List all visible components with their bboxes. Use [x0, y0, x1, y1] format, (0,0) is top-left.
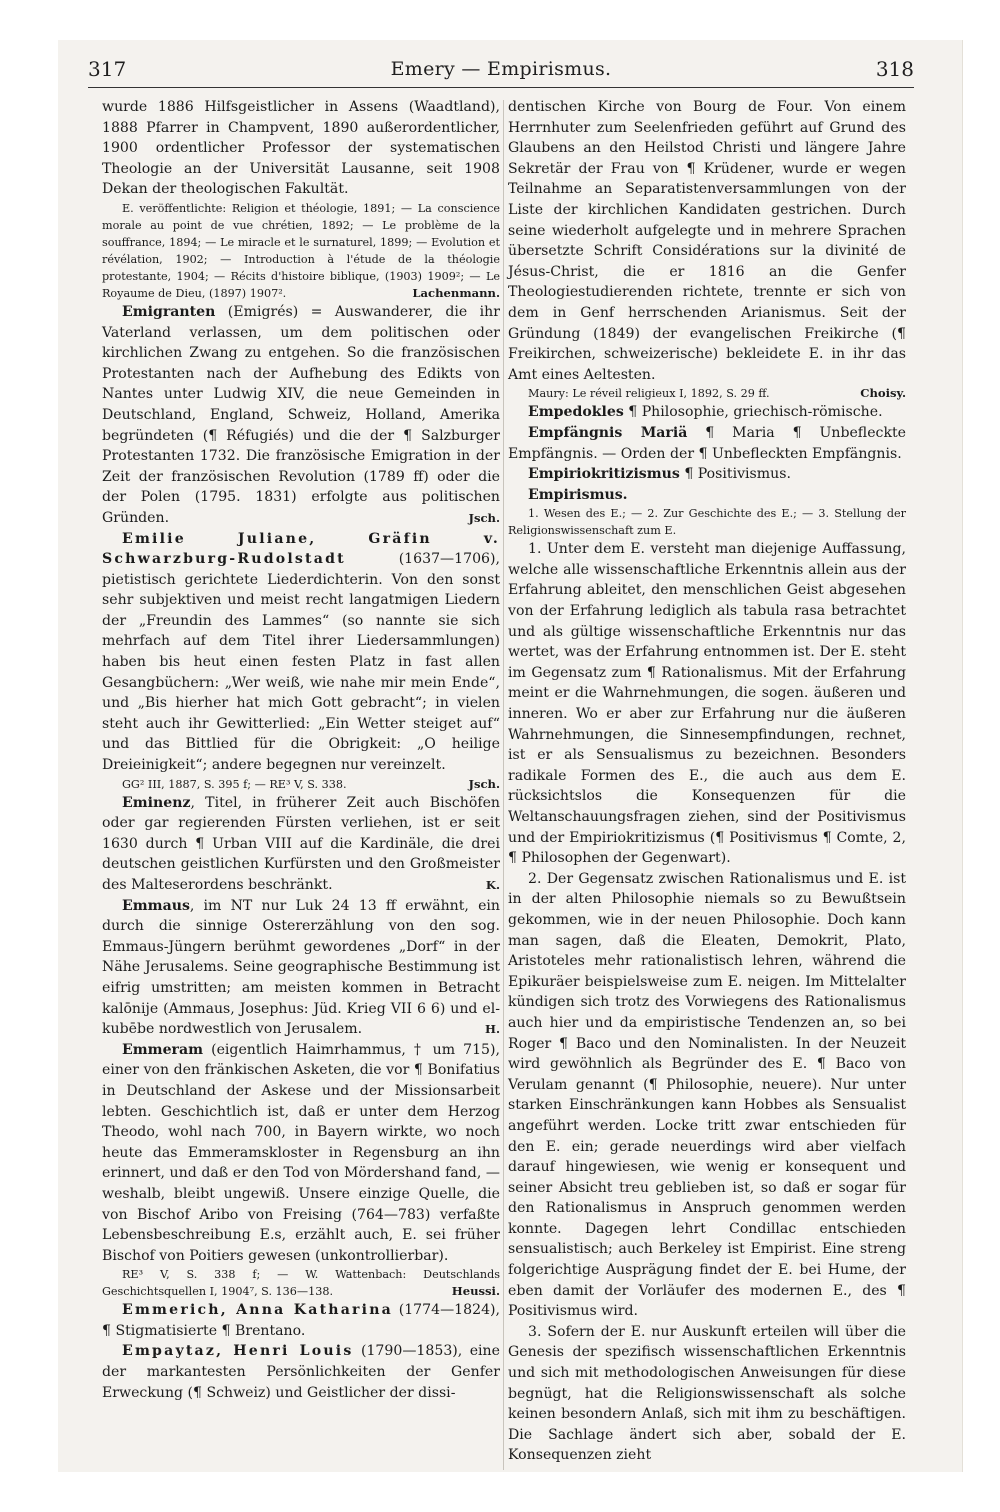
entry-text: (eigentlich Haimrhammus, † um 715), einer von den fränkischen Asketen, die vor ¶ Bonifatius in Deutschland der Askese und der Missionsarbeit lebten. Geschichtlich ist, daß er unter dem Herzog Theodo, wohl nach 700, in Bayern wirkte, wo noch heute das Emmeramskloster in Regensburg an ihn erinnert, und daß er den Tod von Mördershand fand, — weshalb, bleibt ungewiß. Unsere einzige Quelle, die von Bischof Aribo von Freising (764—783) verfaßte Lebensbeschreibung E.s, erzählt auch, E. sei früher Bischof von Poitiers gewesen (unkontrollierbar). [102, 1041, 500, 1264]
column-right [508, 97, 906, 1466]
entry-emmeram-literature [102, 1266, 500, 1300]
entry-empfaengnis [508, 423, 906, 464]
column-left [102, 97, 500, 1403]
entry-empaytaz-literature [508, 385, 906, 402]
entry-empedokles [508, 402, 906, 423]
page-number-left: 317 [88, 57, 127, 81]
author-sign: K. [485, 878, 500, 892]
author-sign: Lachenmann. [412, 285, 500, 300]
entry-emilie [102, 529, 500, 776]
entry-emery-body: wurde 1886 Hilfsgeistlicher in Assens (Waadtland), 1888 Pfarrer in Champvent, 1890 außerordentlicher, 1900 ordentlicher Professor der systematischen Theologie an der Universität Lausanne, seit 1908 Dekan der theologischen Fakultät. [102, 99, 500, 198]
paragraph-2: 2. Der Gegensatz zwischen Rationalismus und E. ist in der alten Philosophie niemals so zu Bewußtsein gekommen, wie in der neuen Philosophie. Doch kann man sagen, daß die Eleaten, Demokrit, Plato, Aristoteles mehr rationalistisch lehren, während die Epikuräer beispielsweise zum E. neigen. Im Mittelalter kündigen sich trotz des Vorwiegens des Rationalismus auch hier und da empiristische Tendenzen an, so bei Roger ¶ Baco und den Nominalisten. In der Neuzeit wird gewöhnlich als Begründer des E. ¶ Baco von Verulam genannt (¶ Philosophie, neuere). Nur unter starken Einschränkungen kann Hobbes als Sensualist angeführt werden. Locke tritt zwar entschieden für den E. ein; gerade neuerdings wird aber vielfach darauf hingewiesen, wie wenig er konsequent und seiner Absicht treu geblieben ist, so daß er sogar für den Rationalismus in Anspruch genommen werden konnte. Dagegen lehrt Condillac entschieden sensualistisch; auch Berkeley ist Empirist. Eine streng folgerichtige Ausprägung findet der E. bei Hume, der eben damit der Vorläufer des modernen E., des ¶ Positivismus wird. [508, 870, 906, 1320]
literature-text: E. veröffentlichte: Religion et théologie, 1891; — La conscience morale au point de vue chrétien, 1892; — Le problème de la souffrance, 1894; — Le miracle et le surnaturel, 1899; — Evolution et révélation, 1902; — Introduction à l'étude de la théologie protestante, 1904; — Récits d'histoire biblique, (1903) 1909²; — Le Royaume de Dieu, (1897) 1907². [102, 201, 500, 300]
paragraph-1: 1. Unter dem E. versteht man diejenige Auffassung, welche alle wissenschaftliche Erkenntnis allein aus der Erfahrung ableitet, den menschlichen Geist abgesehen von der Erfahrung lediglich als tabula rasa betrachtet und als gültige wissenschaftliche Erkenntnis nur das wertet, was der Erfahrung entnommen ist. Der E. steht im Gegensatz zum ¶ Rationalismus. Mit der Erfahrung meint er die Wahrnehmungen, die sogen. äußeren und inneren. Wo er aber zur Erfahrung nur die äußeren Wahrnehmungen, die Sinnesempfindungen, rechnet, ist er als Sensualismus zu bezeichnen. Besonders radikale Formen des E., die auch aus dem E. rücksichtslos die Konsequenzen für die Weltanschauungsfragen ziehen, sind der Positivismus und der Empiriokritizismus (¶ Positivismus ¶ Comte, 2, ¶ Philosophen der Gegenwart). [508, 541, 906, 867]
entry-empaytaz [102, 1341, 500, 1403]
entry-empirismus-contents: 1. Wesen des E.; — 2. Zur Geschichte des E.; — 3. Stellung der Religionswissenschaft zum E. [508, 507, 906, 538]
header-rule [88, 87, 914, 88]
entry-text: ¶ Maria ¶ Unbefleckte Empfängnis. — Orden der ¶ Unbefleckten Empfängnis. [508, 424, 906, 462]
page-number-right: 318 [875, 57, 914, 81]
entry-empaytaz-continued: dentischen Kirche von Bourg de Four. Von einem Herrnhuter zum Seelenfrieden geführt auf Grund des Glaubens an den Heilstod Christi und längere Jahre Sekretär der Frau von ¶ Krüdener, wurde er wegen Teilnahme an Separatistenversammlungen von der Liste der kirchlichen Kandidaten gestrichen. Durch seine wiederholt aufgelegte und in mehrere Sprachen übersetzte Schrift Considérations sur la divinité de Jésus-Christ, die er 1816 an die Genfer Theologiestudierenden richtete, trennte er sich von dem in Genf herrschenden Arianismus. Seit der Gründung (1849) der evangelischen Freikirche (¶ Freikirchen, schweizerische) bekleidete E. in ihr das Amt eines Aeltesten. [508, 99, 906, 383]
lemma: Empfängnis Mariä [528, 424, 688, 441]
entry-emmeram [102, 1040, 500, 1267]
lemma: Empirismus. [528, 486, 628, 503]
lemma: Empaytaz, Henri Louis [122, 1343, 354, 1360]
author-sign: Heussi. [451, 1284, 500, 1299]
author-sign: H. [485, 1022, 500, 1037]
lemma: Empedokles [528, 404, 624, 421]
entry-text: ¶ Positivismus. [684, 466, 791, 483]
running-head [88, 57, 914, 87]
entry-empirismus-heading [508, 485, 906, 506]
lemma: Emmerich, Anna Katharina [122, 1302, 394, 1319]
entry-emmaus [102, 896, 500, 1040]
entry-text: (Emigrés) = Auswanderer, die ihr Vaterland verlassen, um dem politischen oder kirchlichen Zwang zu entgehen. So die französischen Protestanten nach der Aufhebung des Edikts von Nantes unter Ludwig XIV, die neue Gemeinden in Deutschland, England, Schweiz, Holland, Amerika begründeten (¶ Réfugiés) und die der ¶ Salzburger Protestanten 1732. Die französische Emigration in der Zeit der französischen Revolution (1789 ff) oder die der Polen (1795. 1831) erfolgte aus politischen Gründen. [102, 303, 500, 526]
entry-text: (1774—1824), ¶ Stigmatisierte ¶ Brentano. [102, 1302, 501, 1339]
entry-text: , Titel, in früherer Zeit auch Bischöfen oder gar regierenden Fürsten verliehen, ist er seit 1630 durch ¶ Urban VIII auf die Kardinäle, die drei deutschen geistlichen Kurfürsten und den Großmeister des Malteserordens beschränkt. [102, 794, 500, 893]
lemma: Eminenz [122, 794, 191, 811]
entry-emigranten [102, 302, 500, 529]
paragraph-3: 3. Sofern der E. nur Auskunft erteilen will über die Genesis der spezifisch wissenschaftlichen Erkenntnis und sich mit methodologischen Anweisungen für diese begnügt, hat die Religionswissenschaft als solche keinen besondern Anlaß, sich mit ihm zu beschäftigen. Die Sachlage ändert sich aber, sobald der E. Konsequenzen zieht [508, 1323, 906, 1464]
entry-text: (1790—1853), eine der markantesten Persönlichkeiten der Genfer Erweckung (¶ Schweiz) und Geistlicher der dissi- [102, 1343, 500, 1401]
entry-text: ¶ Philosophie, griechisch-römische. [628, 404, 883, 421]
entry-emilie-literature [102, 776, 500, 793]
entry-eminenz [102, 793, 500, 896]
lemma: Emmaus [122, 897, 190, 914]
literature-text: RE³ V, S. 338 f; — W. Wattenbach: Deutschlands Geschichtsquellen I, 1904⁷, S. 136—138. [102, 1268, 500, 1299]
lemma: Emilie Juliane, Gräfin v. Schwarzburg-Rudolstadt [102, 530, 500, 568]
lemma: Emmeram [122, 1041, 204, 1058]
lemma: Empiriokritizismus [528, 466, 680, 483]
author-sign: Jsch. [468, 776, 500, 791]
entry-text: , im NT nur Luk 24 13 ff erwähnt, ein durch die sinnige Ostererzählung von den sog. Emmaus-Jüngern berühmt gewordenes „Dorf“ in der Nähe Jerusalems. Seine geographische Bestimmung ist eifrig umstritten; am meisten kommen in Betracht kalōnije (Ammaus, Josephus: Jüd. Krieg VII 6 6) und el-kubēbe nordwestlich von Jerusalem. [102, 897, 500, 1038]
entry-emery-literature [102, 200, 500, 302]
entry-emmerich [102, 1300, 500, 1341]
literature-text: GG² III, 1887, S. 395 f; — RE³ V, S. 338. [122, 777, 347, 791]
literature-text: Maury: Le réveil religieux I, 1892, S. 29 ff. [528, 387, 770, 401]
page-title: Emery — Empirismus. [390, 58, 612, 80]
entry-text: (1637—1706), pietistisch gerichtete Liederdichterin. Von den sonst sehr subjektiven und meist recht langatmigen Liedern der „Freundin des Lammes“ (so nannte sie sich mehrfach auf dem Titel ihrer Liedersammlungen) haben bis heut einen festen Platz in fast allen Gesangbüchern: „Wer weiß, wie nahe mir mein Ende“, und „Bis hierher hat mich Gott gebracht“; in vielen steht auch ihr Gewitterlied: „Ein Wetter steiget auf“ und das Bittlied für die Obrigkeit: „O heilige Dreieinigkeit“; andere begegnen nur vereinzelt. [102, 551, 500, 774]
entry-empiriokritizismus [508, 464, 906, 485]
author-sign: Choisy. [860, 386, 906, 401]
lemma: Emigranten [122, 303, 216, 320]
author-sign: Jsch. [468, 510, 500, 525]
column-divider [503, 100, 504, 1470]
